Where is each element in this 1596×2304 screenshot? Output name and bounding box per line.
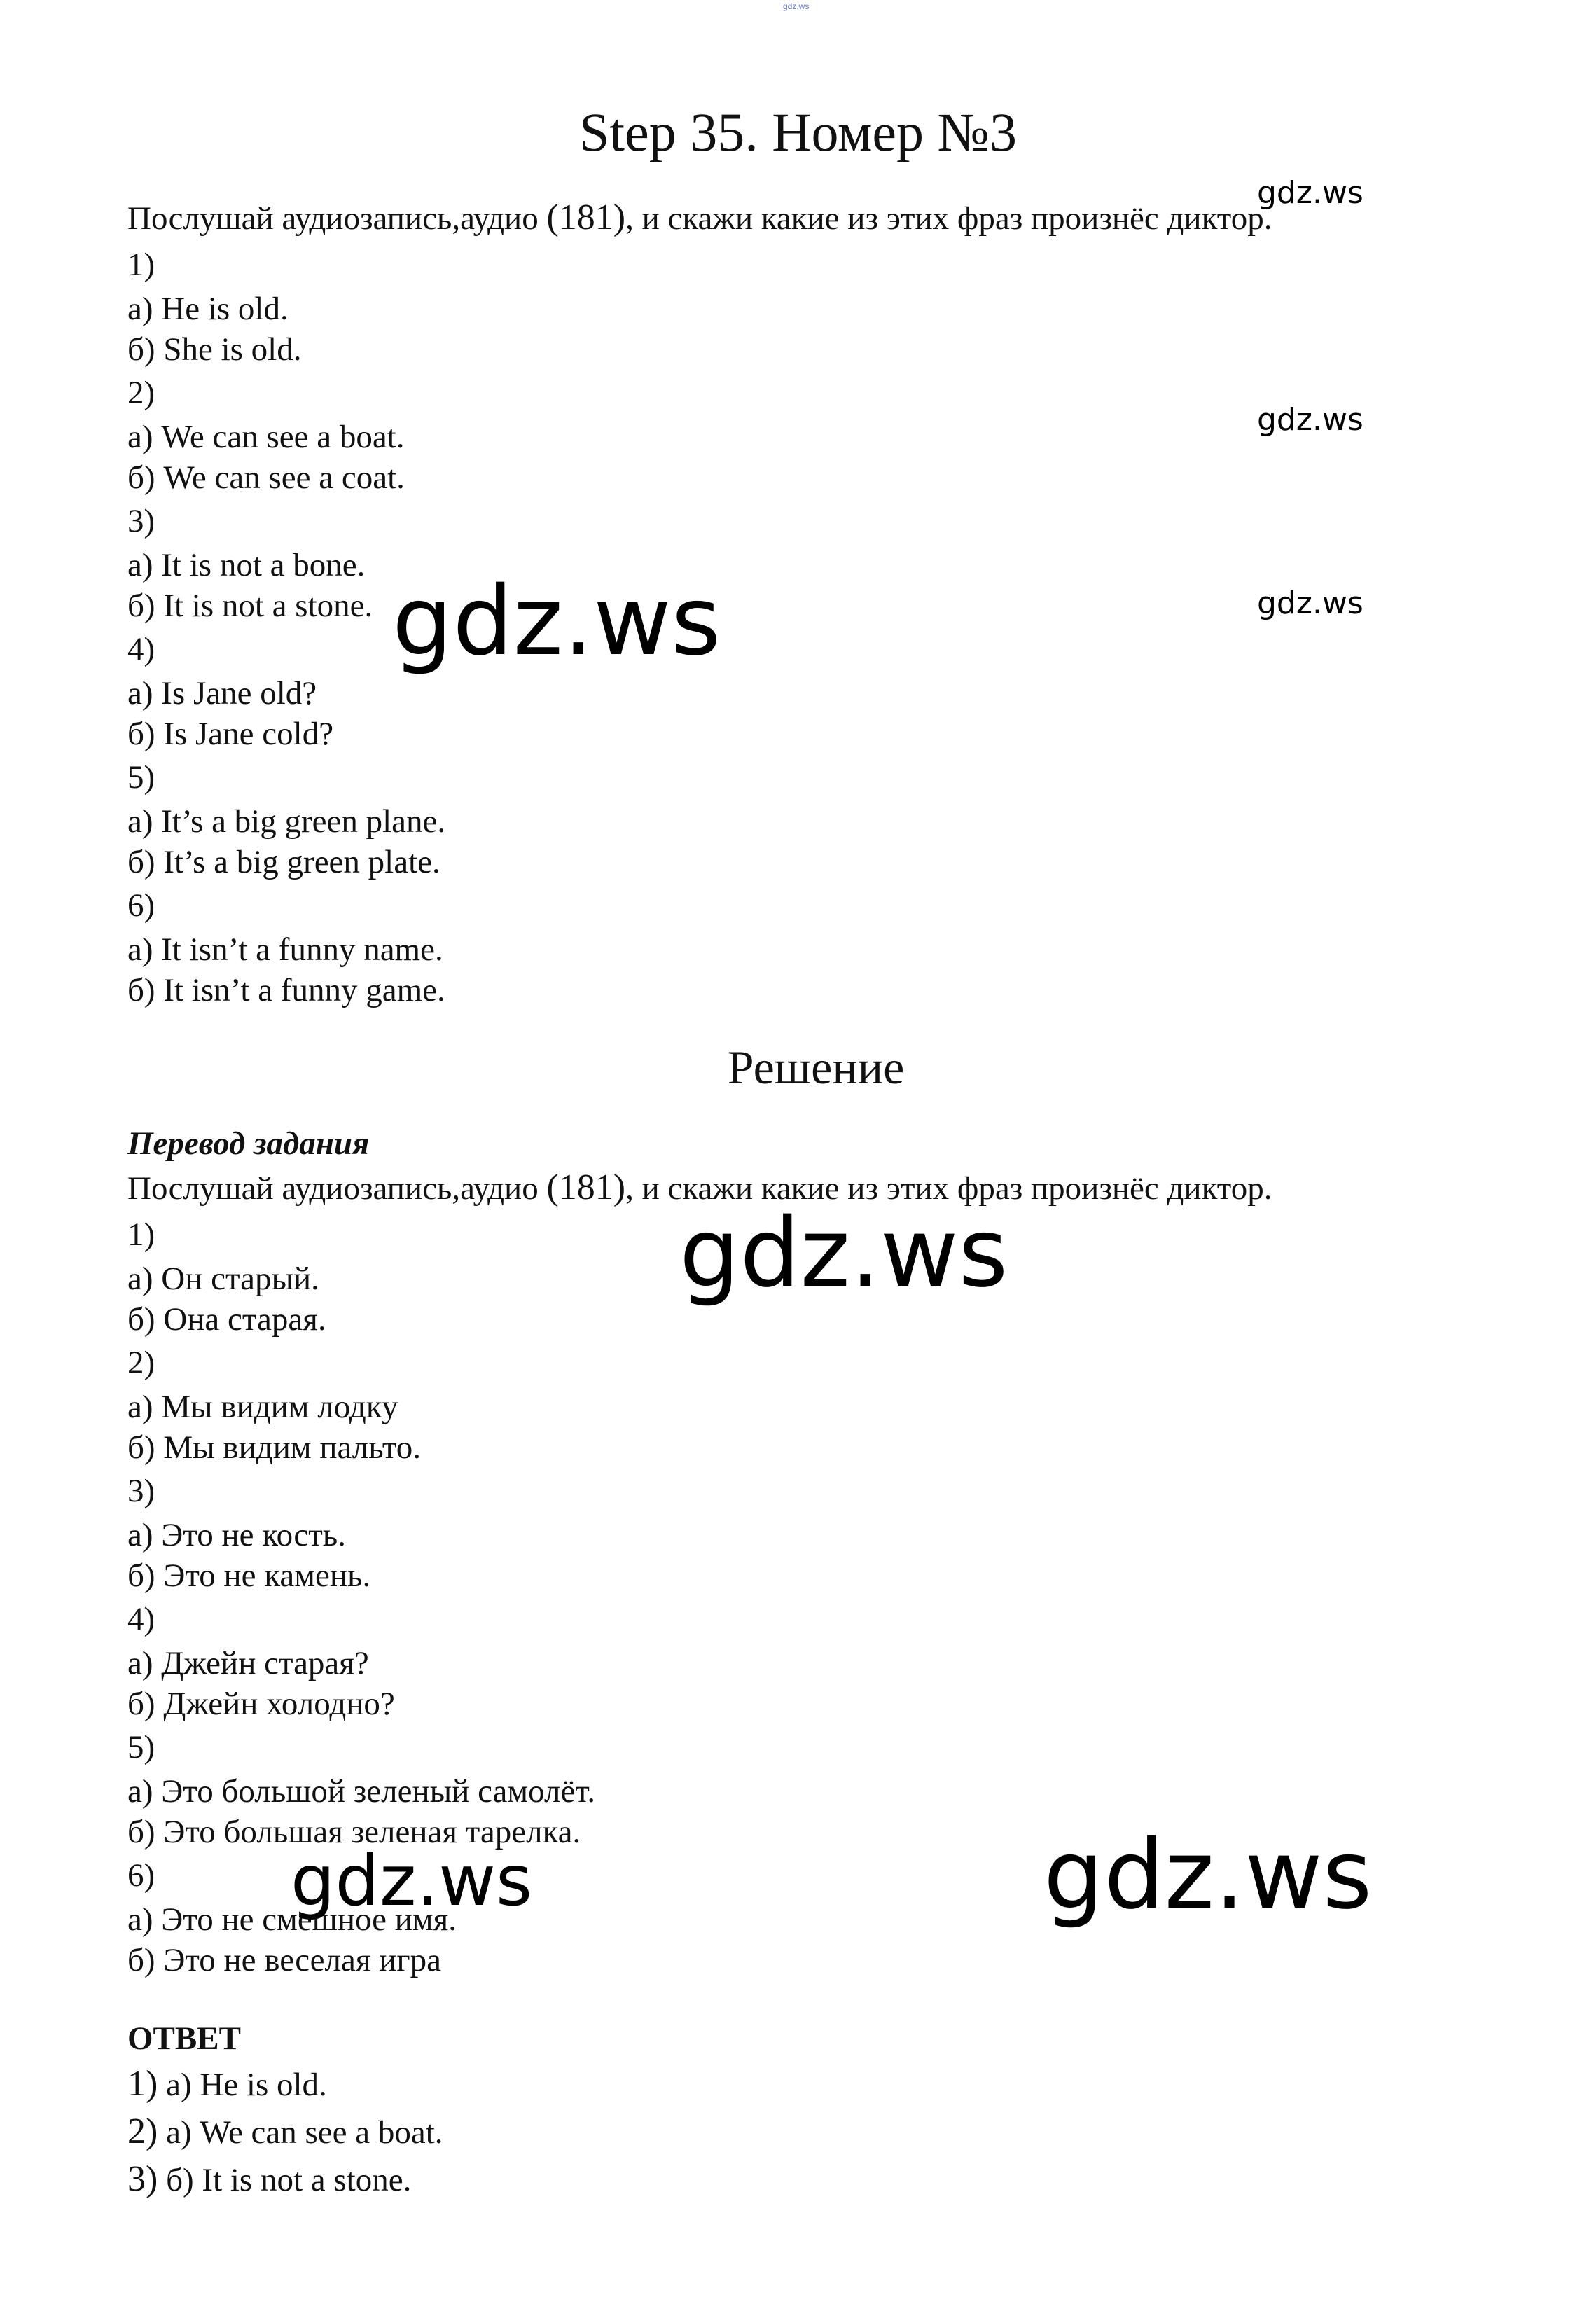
task-instruction-after: , и скажи какие из этих фраз произнёс диктор. bbox=[625, 200, 1272, 237]
solution-item-3-number: 3) bbox=[127, 1473, 155, 1509]
solution-item-5-number: 5) bbox=[127, 1729, 155, 1765]
answer-item-2-number: 2) bbox=[127, 2111, 158, 2151]
solution-item-4-number: 4) bbox=[127, 1601, 155, 1637]
watermark-large-3: gdz.ws bbox=[291, 1840, 533, 1922]
answer-item-1 bbox=[127, 2066, 327, 2102]
solution-item-2-option-a: а) Мы видим лодку bbox=[127, 1389, 398, 1425]
solution-instruction-before: Послушай аудиозапись,аудио bbox=[127, 1170, 547, 1207]
task-item-5-number: 5) bbox=[127, 759, 155, 796]
task-item-5-option-a: а) It’s a big green plane. bbox=[127, 803, 446, 840]
page-title: Step 35. Номер №3 bbox=[579, 102, 1017, 162]
solution-item-6-number: 6) bbox=[127, 1857, 155, 1894]
task-item-2-number: 2) bbox=[127, 375, 155, 411]
answer-label: ОТВЕТ bbox=[127, 2020, 241, 2057]
solution-item-1-number: 1) bbox=[127, 1216, 155, 1253]
solution-item-3-option-b: б) Это не камень. bbox=[127, 1557, 371, 1594]
task-item-3-option-b: б) It is not a stone. bbox=[127, 588, 373, 624]
watermark-small-1: gdz.ws bbox=[1257, 175, 1363, 211]
task-item-2-option-b: б) We can see a coat. bbox=[127, 459, 405, 496]
task-item-3-number: 3) bbox=[127, 503, 155, 539]
top-watermark: gdz.ws bbox=[783, 1, 810, 11]
answer-item-3-number: 3) bbox=[127, 2159, 158, 2199]
watermark-small-3: gdz.ws bbox=[1257, 585, 1363, 621]
task-item-4-number: 4) bbox=[127, 631, 155, 667]
answer-item-1-number: 1) bbox=[127, 2064, 158, 2104]
task-item-6-number: 6) bbox=[127, 887, 155, 924]
task-instruction bbox=[127, 197, 1272, 237]
solution-item-4-option-a: а) Джейн старая? bbox=[127, 1645, 369, 1681]
solution-item-1-option-a: а) Он старый. bbox=[127, 1261, 319, 1297]
watermark-large-4: gdz.ws bbox=[1043, 1820, 1373, 1931]
solution-item-2-number: 2) bbox=[127, 1345, 155, 1381]
solution-item-4-option-b: б) Джейн холодно? bbox=[127, 1686, 395, 1722]
task-item-1-option-a: а) He is old. bbox=[127, 291, 289, 327]
watermark-large-1: gdz.ws bbox=[392, 567, 721, 677]
task-item-6-option-a: а) It isn’t a funny name. bbox=[127, 931, 443, 968]
task-item-1-number: 1) bbox=[127, 247, 155, 283]
solution-item-1-option-b: б) Она старая. bbox=[127, 1301, 326, 1338]
task-item-5-option-b: б) It’s a big green plate. bbox=[127, 844, 440, 880]
answer-item-2-text: а) We can see a boat. bbox=[158, 2114, 443, 2151]
solution-item-2-option-b: б) Мы видим пальто. bbox=[127, 1429, 422, 1466]
answer-item-1-text: а) He is old. bbox=[158, 2067, 327, 2103]
solution-item-6-option-b: б) Это не веселая игра bbox=[127, 1942, 441, 1978]
task-item-4-option-a: а) Is Jane old? bbox=[127, 675, 317, 712]
solution-item-6-option-a: а) Это не смешное имя. bbox=[127, 1901, 457, 1938]
answer-item-3 bbox=[127, 2161, 411, 2198]
watermark-large-2: gdz.ws bbox=[679, 1198, 1008, 1309]
answer-item-3-text: б) It is not a stone. bbox=[158, 2162, 412, 2198]
solution-item-5-option-b: б) Это большая зеленая тарелка. bbox=[127, 1814, 581, 1850]
task-instruction-before: Послушай аудиозапись,аудио bbox=[127, 200, 547, 237]
translation-label: Перевод задания bbox=[127, 1125, 370, 1162]
task-item-1-option-b: б) She is old. bbox=[127, 331, 302, 368]
solution-heading: Решение bbox=[727, 1041, 905, 1094]
solution-item-3-option-a: а) Это не кость. bbox=[127, 1517, 346, 1553]
task-item-2-option-a: а) We can see a boat. bbox=[127, 419, 405, 455]
task-item-4-option-b: б) Is Jane cold? bbox=[127, 716, 334, 752]
solution-item-5-option-a: а) Это большой зеленый самолёт. bbox=[127, 1773, 596, 1810]
task-audio-number: (181) bbox=[546, 197, 626, 237]
task-item-3-option-a: а) It is not a bone. bbox=[127, 547, 366, 583]
solution-audio-number: (181) bbox=[546, 1167, 626, 1207]
solution-instruction-after: , и скажи какие из этих фраз произнёс диктор. bbox=[625, 1170, 1272, 1207]
answer-item-2 bbox=[127, 2111, 443, 2151]
watermark-small-2: gdz.ws bbox=[1257, 402, 1363, 438]
task-item-6-option-b: б) It isn’t a funny game. bbox=[127, 972, 445, 1008]
